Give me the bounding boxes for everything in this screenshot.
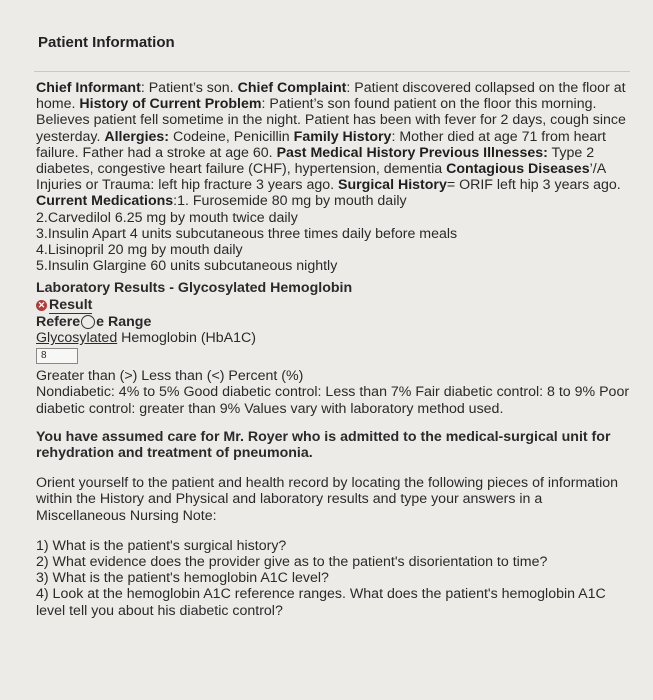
ranges-text: Nondiabetic: 4% to 5% Good diabetic control: Less than 7% Fair diabetic control: 8 to 9% Poor diabetic control: greater than 9% Values vary with laboratory method used. [36, 384, 630, 417]
divider [34, 71, 630, 72]
medications-label: Current Medications [36, 193, 174, 210]
medication-item: 3.Insulin Apart 4 units subcutaneous three times daily before meals [36, 225, 458, 242]
allergies-label: Allergies: [104, 128, 170, 145]
reference-prefix: Refere [36, 313, 81, 330]
family-history-label: Family History [293, 128, 392, 145]
ranges-header: Greater than (>) Less than (<) Percent (%) [36, 368, 304, 385]
orient-instructions: Orient yourself to the patient and health record by locating the following pieces of information within the History and Physical and laboratory results and type your answers in a Miscellaneous Nursing Note: [36, 475, 619, 524]
question-list [36, 538, 636, 619]
test-name-rest: Hemoglobin (HbA1C) [117, 330, 256, 347]
patient-info-content [36, 80, 636, 619]
previous-illnesses-text: Type 2 diabetes, congestive heart failure (CHF), hypertension, dementia [36, 144, 595, 178]
section-title: Patient Information [38, 34, 175, 51]
test-name-link[interactable]: Glycosylated [36, 330, 118, 347]
previous-illnesses-label: Previous Illnesses: [419, 144, 548, 161]
medication-item: 4.Lisinopril 20 mg by mouth daily [36, 242, 243, 259]
medication-first: :1. Furosemide 80 mg by mouth daily [173, 193, 407, 210]
question-item: 2) What evidence does the provider give as to the patient's disorientation to time? [36, 554, 548, 571]
result-label: Result [49, 296, 93, 313]
medication-list [36, 210, 636, 275]
hba1c-value: 8 [36, 348, 78, 364]
allergies-text: Codeine, Penicillin [172, 128, 290, 145]
question-item: 3) What is the patient's hemoglobin A1C level? [36, 570, 329, 587]
reference-suffix: e Range [96, 313, 152, 330]
test-name [36, 330, 636, 346]
medication-item: 2.Carvedilol 6.25 mg by mouth twice daily [36, 209, 298, 226]
chief-informant-text: : Patient’s son. [140, 80, 234, 96]
question-item: 1) What is the patient's surgical history? [36, 537, 287, 554]
surgical-history-text: = ORIF left hip 3 years ago. [446, 177, 621, 194]
error-x-icon: ✕ [37, 299, 46, 310]
reference-range-heading [36, 314, 636, 330]
assumed-care-text: You have assumed care for Mr. Royer who is admitted to the medical-surgical unit for rehydration and treatment of pneumonia. [36, 428, 611, 462]
medication-item: 5.Insulin Glargine 60 units subcutaneous nightly [36, 258, 338, 275]
surgical-history-label: Surgical History [338, 177, 447, 194]
chief-complaint-text: : Patient discovered collapsed on the floor at home. [36, 80, 626, 113]
current-problem-text: : Patient’s son found patient on the floor this morning. Believes patient fell sometime in the night. Patient has been with fever for 2 days, cough since yesterday. [36, 96, 626, 145]
current-problem-label: History of Current Problem [79, 96, 262, 113]
chief-informant-label: Chief Informant [36, 80, 141, 96]
history-paragraph [36, 80, 636, 210]
circle-icon [81, 315, 95, 329]
family-history-text: : Mother died at age 71 from heart failure. Father had a stroke at age 60. [36, 128, 606, 161]
past-medical-label: Past Medical History [276, 144, 416, 161]
question-item: 4) Look at the hemoglobin A1C reference ranges. What does the patient's hemoglobin A1C level tell you about his diabetic control? [36, 586, 606, 619]
contagious-label: Contagious Diseases [446, 161, 590, 178]
chief-complaint-label: Chief Complaint [237, 80, 347, 96]
lab-results-title: Laboratory Results - Glycosylated Hemoglobin [36, 280, 353, 297]
result-heading [36, 297, 636, 314]
contagious-text: ’/A Injuries or Trauma: left hip fracture 3 years ago. [36, 161, 606, 194]
